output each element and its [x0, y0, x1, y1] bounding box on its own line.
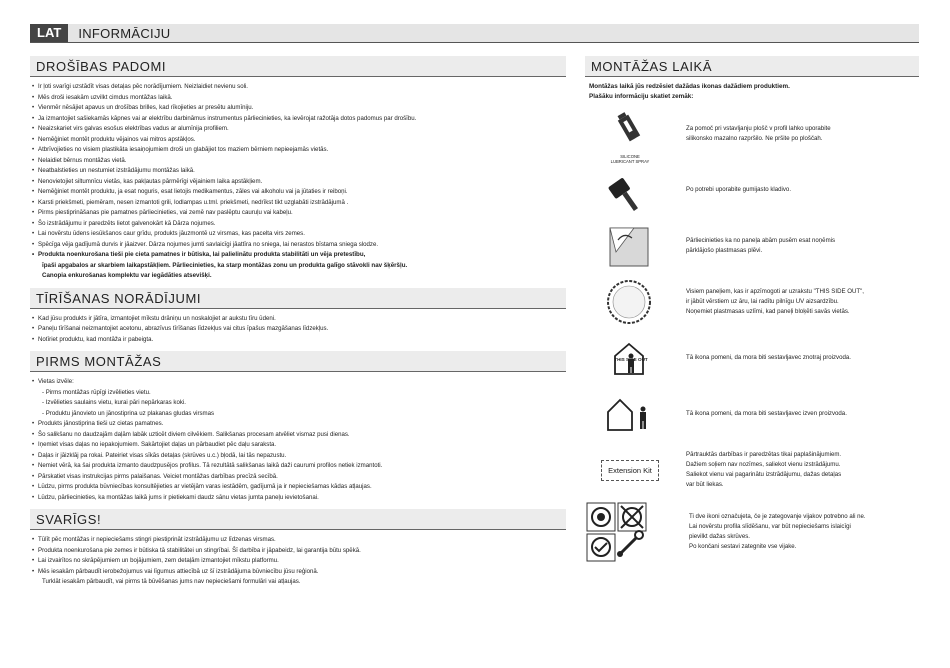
description-line: Noņemiet plastmasas uzlīmi, kad paneļi bloķēti savās vietās. — [686, 308, 850, 315]
list-item: • Tūlīt pēc montāžas ir nepieciešams stingri piestiprināt izstrādājumu uz līdzenas virsmas. — [30, 535, 566, 546]
list-item: • Iņemiet visas daļas no iepakojumiem. Sakārtojiet daļas un pārbaudiet pēc daļu saraksta. — [30, 440, 566, 451]
list-item: • Atbrīvojieties no visiem plastikāta iesaiņojumiem droši un glabājiet tos maziem bērniem nepieejamās vietās. — [30, 145, 566, 156]
extension-kit-label: Extension Kit — [601, 460, 659, 481]
important-list — [30, 535, 566, 588]
silicone-spray-icon — [602, 109, 655, 159]
left-column — [30, 56, 566, 594]
top-bar — [30, 24, 919, 43]
spray-label — [604, 154, 656, 164]
peel-film-icon — [602, 221, 655, 271]
description-line: Pārliecinieties ka no paneļa abām pusēm esat noņēmis — [686, 237, 836, 244]
during-heading: MONTĀŽAS LAIKĀ — [585, 56, 919, 77]
list-item: • Kad jūsu produkts ir jātīra, izmantojiet mīkstu drāniņu un noskalojiet ar aukstu tīru ūdeni. — [30, 314, 566, 325]
spray-label-line: LUBRICANT SPRAY — [610, 159, 650, 164]
description-line: Lai novērstu profila slīdēšanu, var būt nepieciešams islaicīgi — [689, 523, 851, 530]
list-sub-item: - Produktu jānovieto un jānostiprina uz plakanas gludas virsmas — [42, 409, 215, 417]
list-item: • Lūdzu, pārliecinieties, ka montāžas laikā jums ir pietiekami daudz sānu vietas jumta paneļu ievietošanai. — [30, 493, 566, 504]
list-item: • Spēcīga vēja gadījumā durvis ir jāaizver. Dārza nojumes jumti savlaicīgi jāattīra no sniega, lai nerastos bīstama sniega slodze. — [30, 240, 566, 251]
list-item: Turklāt iesakām pārbaudīt, vai pirms tā būvēšanas jums nav nepieciešami formulāri vai atļaujas. — [42, 578, 301, 585]
list-item-bold: īpaši apgabalos ar skarbiem laikapstākļiem. Pārliecinieties, ka starp montāžas zonu un produkta galīgo stāvokli nav šķēršļu. — [42, 261, 408, 269]
intro-line: Plašāku informāciju skatiet zemāk: — [589, 92, 694, 100]
list-item: • Ja izmantojiet sašiekamās kāpnes vai ar elektrību darbināmus instrumentus pārliecinieties, ka ievērojat ražotāja dotos padomus par drošību. — [30, 114, 566, 125]
list-item-bold: Canopia enkurošanas komplektu var iegādāties atsevišķi. — [42, 272, 212, 279]
right-column — [585, 56, 919, 569]
description-line: var būt liekas. — [686, 481, 724, 488]
list-item: • Lai novērstu ūdens iesūkšanos caur grīdu, produkts jāuzmontē uz virsmas, kas pacelta virs zemes. — [30, 229, 566, 240]
icon-description — [689, 512, 909, 552]
language-badge: LAT — [30, 24, 68, 42]
list-sub-item: - Pirms montāžas rūpīgi izvēlieties vietu. — [42, 388, 151, 396]
description-line: Tā ikona pomeni, da mora biti sestavljavec znotraj proizvoda. — [686, 354, 851, 361]
list-item: • Šo izstrādājumu ir paredzēts lietot galvenokārt kā Dārza nojumes. — [30, 219, 566, 230]
intro-line: Montāžas laikā jūs redzēsiet dažādas ikonas dažādiem produktiem. — [589, 83, 790, 90]
icon-description — [686, 185, 906, 195]
list-sub-item: - Izvēlieties saulains vietu, kurai pāri nepārkaras koki. — [42, 399, 186, 406]
list-item: • Mēs droši iesakām uzvilkt cimdus montāžas laikā. — [30, 93, 566, 104]
page-title: INFORMĀCIJU — [78, 25, 171, 41]
icon-description — [686, 409, 906, 419]
description-line: Dažiem soļiem nav nozīmes, saliekot vienu izstrādājumu. — [686, 461, 841, 468]
description-line: Po končani sestavi zategnite vse vijake. — [689, 543, 797, 550]
icon-row-this-side-out — [585, 277, 919, 327]
cleaning-list — [30, 314, 566, 346]
list-item: • Neaizskariet virs galvas esošus elektrības vadus ar alumīnija profiliem. — [30, 124, 566, 135]
extension-kit-icon — [593, 445, 667, 495]
list-item: • Nemēģiniet montēt produktu vējainos vai mitros apstākļos. — [30, 135, 566, 146]
before-list — [30, 377, 566, 503]
list-item: • Nelaidiet bērnus montāžas vietā. — [30, 156, 566, 167]
description-line: ir jābūt vērstiem uz āru, lai radītu pilnīgu UV aizsardzību. — [686, 298, 839, 305]
cleaning-heading: TĪRĪŠANAS NORĀDĪJUMI — [30, 288, 566, 309]
list-item: • Nemēģiniet montēt produktu, ja esat noguris, esat lietojis medikamentus, zāles vai alkoholu vai ja jūtaties ir reiboņi. — [30, 187, 566, 198]
description-line: Tā ikona pomeni, da mora biti sestavljavec izven proizvoda. — [686, 410, 847, 417]
description-line: Saliekot vienu vai pagarinātu izstrādājumu, dažas detaļas — [686, 471, 842, 478]
list-item: • Šo salikšanu no daudzajām daļām labāk uzticēt diviem cilvēkiem. Salikšanas procesam atvēliet vismaz pusi dienas. — [30, 430, 566, 441]
list-item: • Vienmēr nēsājiet apavus un drošības brilles, kad rīkojieties ar presētu alumīniju. — [30, 103, 566, 114]
list-item: • Nemiet vērā, ka šai produkta izmanto daudzpusējos profilus. Tā rezultātā salikšanas laikā daži caurumi profilos netiek izmantoti. — [30, 461, 566, 472]
description-line: silikonsko mazalno razpršilo. Ne pršite po ploščah. — [686, 135, 823, 142]
list-item: • Pārskatiet visas instrukcijas pirms palaišanas. Veiciet montāžas darbības precīzā secībā. — [30, 472, 566, 483]
list-item: • Paneļu tīrīšanai neizmantojiet acetonu, abrazīvus tīrīšanas līdzekļus vai citus īpašus mazgāšanas līdzekļus. — [30, 324, 566, 335]
this-side-out-icon — [602, 277, 655, 327]
spray-label-line: SILICONE — [620, 154, 640, 159]
during-intro — [589, 82, 919, 101]
list-item: • Produkta noenkurošana pie zemes ir būtiska tā stabilitātei un stingrībai. Šī darbība ir jāpabeidz, lai garantija būtu spēkā. — [30, 546, 566, 557]
description-line: Za pomoč pri vstavljanju plošč v profil lahko uporabite — [686, 125, 831, 132]
description-line: Pārtrauktās darbības ir paredzētas tikai paplašinājumiem. — [686, 451, 842, 458]
screw-tighten-icon — [585, 501, 651, 563]
icon-row-spray — [585, 109, 919, 159]
description-line: pārklājošo plastmasas plēvi. — [686, 247, 763, 254]
list-item: • Notīriet produktu, kad montāža ir pabeigta. — [30, 335, 566, 346]
list-item: • Pirms piestiprināšanas pie pamatnes pārliecinieties, vai zemē nav paslēptu cauruļu vai kabeļu. — [30, 208, 566, 219]
list-item: • Vietas izvēle: — [30, 377, 566, 388]
list-item: • Lūdzu, pirms produkta būvniecības konsultējieties ar vietējām varas iestādēm, gadījumā ja ir nepieciešamas kādas atļaujas. — [30, 482, 566, 493]
icon-row-peel — [585, 221, 919, 271]
list-item: • Mēs iesakām pārbaudīt ierobežojumus vai līgumus attiecībā uz šī izstrādājuma būvniecību jūsu reģionā. — [30, 567, 566, 578]
important-heading: SVARĪGS! — [30, 509, 566, 530]
icon-row-outside — [585, 389, 919, 439]
description-line: pievilkt dažas skrūves. — [689, 533, 750, 540]
list-item-bold: • Produkta noenkurošana tieši pie cieta pamatnes ir būtiska, lai palielinātu produkta stabilitāti un vēja pretestību, — [30, 250, 566, 261]
icon-description — [686, 236, 906, 256]
list-item: • Daļas ir jāizklāj pa rokai. Pateiriet visas sīkās detaļas (skrūves u.c.) bļodā, lai tās nepazustu. — [30, 451, 566, 462]
icon-description — [686, 124, 906, 144]
this-side-label: THIS SIDE OUT — [614, 357, 648, 362]
description-line: Ti dve ikoni označujeta, če je zategovanje vijakov potrebno ali ne. — [689, 513, 866, 520]
icon-description — [686, 287, 906, 317]
list-item: • Lai izvairītos no skrāpējumiem un bojājumiem, zem detaļām izmantojiet mīkstu platformu. — [30, 556, 566, 567]
list-item: • Nenovietojiet siltumnīcu vietās, kas pakļautas pārmērīgi vējainiem laika apstākļiem. — [30, 177, 566, 188]
list-item: • Produkts jānostiprina tieši uz cietas pamatnes. — [30, 419, 566, 430]
description-line: Visiem paneļiem, kas ir apzīmogoti ar uzrakstu "THIS SIDE OUT", — [686, 288, 864, 295]
safety-heading: DROŠĪBAS PADOMI — [30, 56, 566, 77]
list-item: • Ir ļoti svarīgi uzstādīt visas detaļas pēc norādījumiem. Neizlaidiet nevienu soli. — [30, 82, 566, 93]
rubber-mallet-icon — [602, 165, 655, 215]
icon-row-mallet — [585, 165, 919, 215]
list-item: • Neatbalstieties un nestumiet izstrādājumu montāžas laikā. — [30, 166, 566, 177]
safety-list — [30, 82, 566, 282]
icon-row-extension — [585, 445, 919, 495]
before-heading: PIRMS MONTĀŽAS — [30, 351, 566, 372]
icon-description — [686, 450, 906, 490]
description-line: Po potrebi uporabite gumijasto kladivo. — [686, 186, 792, 193]
list-item: • Karsti priekšmeti, piemēram, nesen izmantoti grili, lodlampas u.tml. priekšmeti, nedrīkst tikt uzglabāti izstrādājumā . — [30, 198, 566, 209]
icon-description — [686, 353, 906, 363]
assemble-outside-icon — [602, 389, 655, 439]
icon-row-screws — [585, 501, 919, 563]
